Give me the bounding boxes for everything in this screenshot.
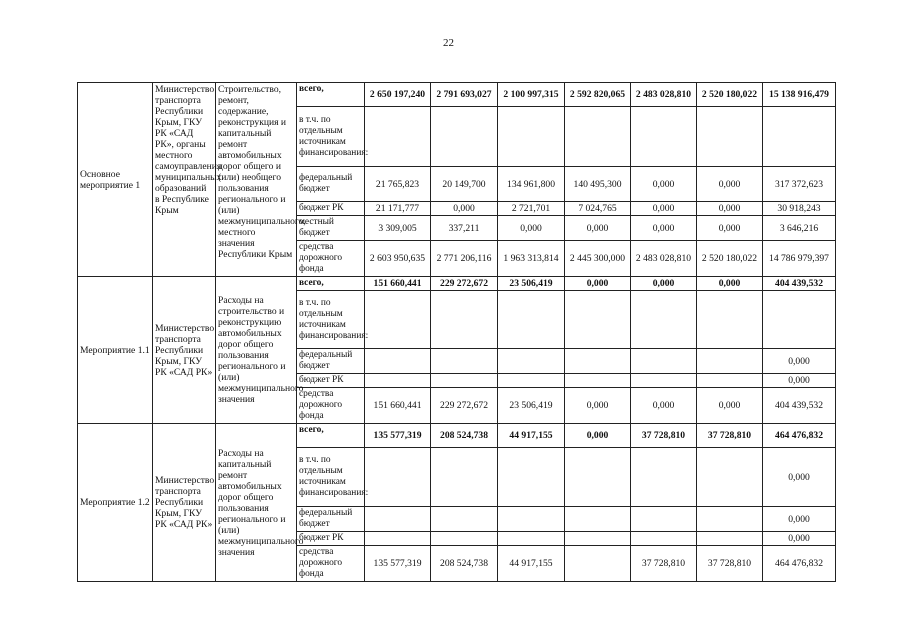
funding-source-cell: средства дорожного фонда: [297, 241, 365, 277]
value-cell: 15 138 916,479: [763, 83, 836, 107]
value-cell: 0,000: [697, 202, 763, 216]
value-cell: 0,000: [697, 216, 763, 241]
value-cell: [631, 291, 697, 349]
value-cell: [763, 107, 836, 167]
value-cell: 0,000: [565, 424, 631, 448]
value-cell: 0,000: [565, 216, 631, 241]
table-row: [78, 424, 836, 448]
value-cell: [697, 507, 763, 532]
value-cell: 134 961,800: [498, 167, 565, 202]
value-cell: [565, 507, 631, 532]
value-cell: 0,000: [697, 167, 763, 202]
value-cell: 21 765,823: [365, 167, 431, 202]
value-cell: 208 524,738: [431, 424, 498, 448]
value-cell: [631, 532, 697, 546]
value-cell: 2 592 820,065: [565, 83, 631, 107]
funding-source-cell: в т.ч. по отдельным источникам финансирования:: [297, 448, 365, 507]
value-cell: 140 495,300: [565, 167, 631, 202]
value-cell: 30 918,243: [763, 202, 836, 216]
value-cell: [565, 546, 631, 582]
value-cell: 0,000: [565, 388, 631, 424]
value-cell: 0,000: [431, 202, 498, 216]
value-cell: 44 917,155: [498, 424, 565, 448]
value-cell: [431, 291, 498, 349]
value-cell: 0,000: [763, 349, 836, 374]
table-row: [78, 83, 836, 107]
value-cell: [631, 107, 697, 167]
value-cell: 0,000: [631, 388, 697, 424]
table-row: [78, 277, 836, 291]
value-cell: 0,000: [631, 167, 697, 202]
funding-source-cell: всего,: [297, 83, 365, 107]
value-cell: [631, 349, 697, 374]
executor-cell: Министерство транспорта Республики Крым, ГКУ РК «САД РК»: [153, 424, 216, 582]
value-cell: [365, 291, 431, 349]
value-cell: 337,211: [431, 216, 498, 241]
value-cell: [631, 507, 697, 532]
value-cell: [365, 448, 431, 507]
value-cell: [697, 349, 763, 374]
value-cell: 20 149,700: [431, 167, 498, 202]
value-cell: 0,000: [697, 277, 763, 291]
executor-cell: Министерство транспорта Республики Крым, ГКУ РК «САД РК», органы местного самоуправления муниципальных образований в Республике Крым: [153, 83, 216, 277]
value-cell: 14 786 979,397: [763, 241, 836, 277]
description-cell: Расходы на строительство и реконструкцию автомобильных дорог общего пользования регионального и (или) межмуниципального значения: [216, 277, 297, 424]
value-cell: [697, 532, 763, 546]
value-cell: [431, 532, 498, 546]
value-cell: 2 791 693,027: [431, 83, 498, 107]
value-cell: 0,000: [565, 277, 631, 291]
value-cell: 44 917,155: [498, 546, 565, 582]
value-cell: [498, 291, 565, 349]
value-cell: [431, 349, 498, 374]
measure-name-cell: Мероприятие 1.1: [78, 277, 153, 424]
value-cell: 3 309,005: [365, 216, 431, 241]
value-cell: 0,000: [763, 532, 836, 546]
value-cell: [498, 532, 565, 546]
value-cell: [697, 448, 763, 507]
value-cell: 2 445 300,000: [565, 241, 631, 277]
value-cell: 0,000: [631, 202, 697, 216]
value-cell: 208 524,738: [431, 546, 498, 582]
value-cell: [697, 374, 763, 388]
value-cell: [565, 374, 631, 388]
value-cell: 2 603 950,635: [365, 241, 431, 277]
financing-table-wrapper: [77, 82, 836, 582]
value-cell: 0,000: [763, 374, 836, 388]
value-cell: [498, 507, 565, 532]
value-cell: 23 506,419: [498, 277, 565, 291]
value-cell: 37 728,810: [697, 546, 763, 582]
value-cell: [565, 448, 631, 507]
value-cell: 135 577,319: [365, 546, 431, 582]
funding-source-cell: бюджет РК: [297, 374, 365, 388]
value-cell: [631, 448, 697, 507]
value-cell: [365, 532, 431, 546]
financing-table-body: [78, 83, 836, 582]
measure-name-cell: Основное мероприятие 1: [78, 83, 153, 277]
value-cell: [697, 291, 763, 349]
value-cell: 0,000: [763, 507, 836, 532]
description-cell: Строительство, ремонт, содержание, реконструкция и капитальный ремонт автомобильных дорог общего и (или) необщего пользования регионального и (или) межмуниципального, местного значения Республики Крым: [216, 83, 297, 277]
value-cell: 464 476,832: [763, 424, 836, 448]
value-cell: [431, 107, 498, 167]
value-cell: 317 372,623: [763, 167, 836, 202]
value-cell: 0,000: [498, 216, 565, 241]
value-cell: [498, 374, 565, 388]
value-cell: 229 272,672: [431, 388, 498, 424]
value-cell: 0,000: [631, 277, 697, 291]
funding-source-cell: средства дорожного фонда: [297, 546, 365, 582]
funding-source-cell: в т.ч. по отдельным источникам финансирования:: [297, 291, 365, 349]
value-cell: 3 646,216: [763, 216, 836, 241]
measure-name-cell: Мероприятие 1.2: [78, 424, 153, 582]
value-cell: 2 650 197,240: [365, 83, 431, 107]
funding-source-cell: средства дорожного фонда: [297, 388, 365, 424]
value-cell: [498, 107, 565, 167]
value-cell: 151 660,441: [365, 388, 431, 424]
value-cell: 464 476,832: [763, 546, 836, 582]
executor-cell: Министерство транспорта Республики Крым, ГКУ РК «САД РК»: [153, 277, 216, 424]
value-cell: [365, 374, 431, 388]
value-cell: 2 483 028,810: [631, 83, 697, 107]
value-cell: [365, 507, 431, 532]
value-cell: 229 272,672: [431, 277, 498, 291]
value-cell: 0,000: [631, 216, 697, 241]
funding-source-cell: федеральный бюджет: [297, 349, 365, 374]
funding-source-cell: всего,: [297, 424, 365, 448]
value-cell: 2 520 180,022: [697, 241, 763, 277]
value-cell: 37 728,810: [697, 424, 763, 448]
page-number: 22: [443, 37, 454, 49]
value-cell: 2 483 028,810: [631, 241, 697, 277]
description-cell: Расходы на капитальный ремонт автомобильных дорог общего пользования регионального и (или) межмуниципального значения: [216, 424, 297, 582]
value-cell: 2 100 997,315: [498, 83, 565, 107]
value-cell: 0,000: [697, 388, 763, 424]
value-cell: [498, 448, 565, 507]
value-cell: 2 721,701: [498, 202, 565, 216]
financing-table: [77, 82, 836, 582]
funding-source-cell: федеральный бюджет: [297, 507, 365, 532]
funding-source-cell: в т.ч. по отдельным источникам финансирования:: [297, 107, 365, 167]
value-cell: 37 728,810: [631, 424, 697, 448]
value-cell: [565, 349, 631, 374]
value-cell: [631, 374, 697, 388]
value-cell: [365, 107, 431, 167]
value-cell: [565, 107, 631, 167]
funding-source-cell: федеральный бюджет: [297, 167, 365, 202]
funding-source-cell: местный бюджет: [297, 216, 365, 241]
value-cell: 0,000: [763, 448, 836, 507]
value-cell: [431, 374, 498, 388]
value-cell: 7 024,765: [565, 202, 631, 216]
value-cell: 21 171,777: [365, 202, 431, 216]
value-cell: [763, 291, 836, 349]
funding-source-cell: бюджет РК: [297, 202, 365, 216]
value-cell: [431, 507, 498, 532]
value-cell: 37 728,810: [631, 546, 697, 582]
value-cell: 23 506,419: [498, 388, 565, 424]
value-cell: 135 577,319: [365, 424, 431, 448]
funding-source-cell: всего,: [297, 277, 365, 291]
funding-source-cell: бюджет РК: [297, 532, 365, 546]
value-cell: [498, 349, 565, 374]
value-cell: [565, 291, 631, 349]
value-cell: 1 963 313,814: [498, 241, 565, 277]
value-cell: [431, 448, 498, 507]
value-cell: 404 439,532: [763, 277, 836, 291]
value-cell: 404 439,532: [763, 388, 836, 424]
value-cell: 2 771 206,116: [431, 241, 498, 277]
value-cell: 2 520 180,022: [697, 83, 763, 107]
value-cell: 151 660,441: [365, 277, 431, 291]
value-cell: [565, 532, 631, 546]
value-cell: [697, 107, 763, 167]
value-cell: [365, 349, 431, 374]
